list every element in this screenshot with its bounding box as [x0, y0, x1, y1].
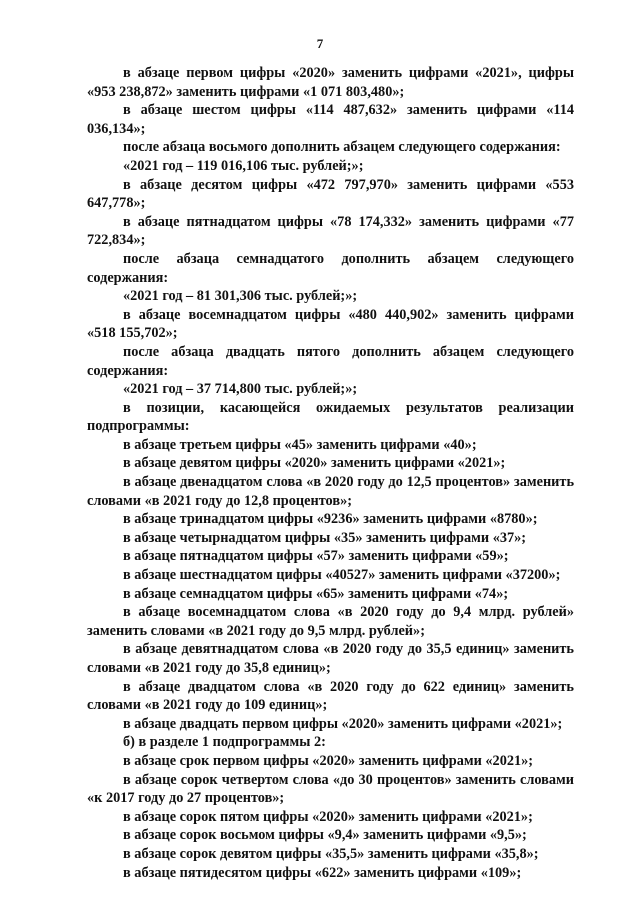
- paragraph: б) в разделе 1 подпрограммы 2:: [123, 734, 326, 751]
- paragraph: в абзаце шестнадцатом цифры «40527» заменить цифрами «37200»;: [123, 567, 561, 584]
- paragraph: в абзаце пятнадцатом цифры «57» заменить цифрами «59»;: [123, 548, 509, 565]
- paragraph: после абзаца восьмого дополнить абзацем следующего содержания:: [123, 139, 561, 156]
- paragraph: в абзаце третьем цифры «45» заменить цифрами «40»;: [123, 436, 477, 453]
- paragraph: в позиции, касающейся ожидаемых результатов реализации подпрограммы:: [87, 399, 574, 435]
- paragraph: в абзаце пятнадцатом цифры «78 174,332» заменить цифрами «77 722,834»;: [87, 213, 574, 249]
- paragraph: в абзаце четырнадцатом цифры «35» заменить цифрами «37»;: [123, 529, 527, 546]
- paragraph: после абзаца двадцать пятого дополнить абзацем следующего содержания:: [87, 343, 574, 379]
- paragraph: в абзаце восемнадцатом цифры «480 440,902» заменить цифрами «518 155,702»;: [87, 306, 574, 342]
- paragraph: в абзаце сорок девятом цифры «35,5» заменить цифрами «35,8»;: [123, 845, 539, 862]
- paragraph: в абзаце сорок восьмом цифры «9,4» заменить цифрами «9,5»;: [123, 827, 527, 844]
- paragraph: в абзаце сорок четвертом слова «до 30 процентов» заменить словами «к 2017 году до 27 процентов»;: [87, 771, 574, 807]
- paragraph: в абзаце сорок пятом цифры «2020» заменить цифрами «2021»;: [123, 808, 533, 825]
- paragraph: «2021 год – 119 016,106 тыс. рублей;»;: [123, 157, 364, 174]
- page-number: 7: [316, 36, 324, 51]
- paragraph: «2021 год – 81 301,306 тыс. рублей;»;: [123, 288, 358, 305]
- paragraph: в абзаце десятом цифры «472 797,970» заменить цифрами «553 647,778»;: [87, 176, 574, 212]
- paragraph: «2021 год – 37 714,800 тыс. рублей;»;: [123, 381, 358, 398]
- paragraph: в абзаце двенадцатом слова «в 2020 году до 12,5 процентов» заменить словами «в 2021 году до 12,8 процентов»;: [87, 474, 574, 509]
- paragraph: в абзаце двадцать первом цифры «2020» заменить цифрами «2021»;: [123, 715, 563, 732]
- paragraph: в абзаце тринадцатом цифры «9236» заменить цифрами «8780»;: [123, 511, 538, 528]
- paragraph: в абзаце семнадцатом цифры «65» заменить цифрами «74»;: [123, 585, 509, 602]
- paragraph: после абзаца семнадцатого дополнить абзацем следующего содержания:: [87, 250, 574, 286]
- paragraph: в абзаце первом цифры «2020» заменить цифрами «2021», цифры «953 238,872» заменить цифрами «1 071 803,480»;: [87, 65, 574, 100]
- paragraph: в абзаце двадцатом слова «в 2020 году до 622 единиц» заменить словами «в 2021 году до 109 единиц»;: [87, 678, 574, 714]
- document-body: [87, 64, 574, 882]
- paragraph: в абзаце пятидесятом цифры «622» заменить цифрами «109»;: [123, 864, 522, 881]
- paragraph: в абзаце девятнадцатом слова «в 2020 году до 35,5 единиц» заменить словами «в 2021 году до 35,8 единиц»;: [87, 641, 574, 676]
- paragraph: в абзаце девятом цифры «2020» заменить цифрами «2021»;: [123, 455, 506, 472]
- paragraph: в абзаце срок первом цифры «2020» заменить цифрами «2021»;: [123, 752, 534, 769]
- paragraph: в абзаце шестом цифры «114 487,632» заменить цифрами «114 036,134»;: [87, 102, 574, 137]
- paragraph: в абзаце восемнадцатом слова «в 2020 году до 9,4 млрд. рублей» заменить словами «в 2021 году до 9,5 млрд. рублей»;: [87, 604, 574, 639]
